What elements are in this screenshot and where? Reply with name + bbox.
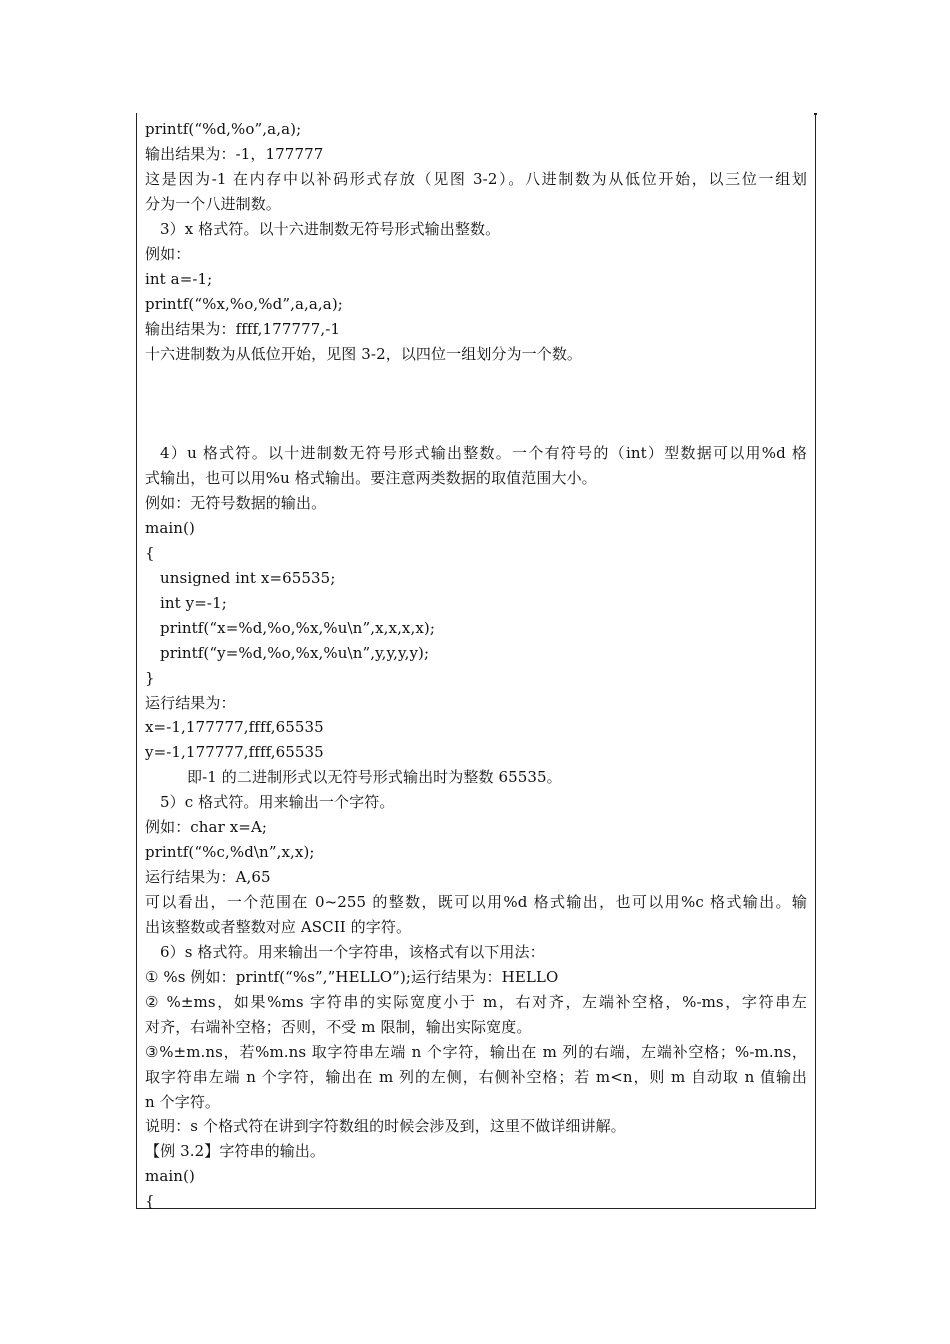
- text-line: 6）s 格式符。用来输出一个字符串，该格式有以下用法：: [160, 943, 545, 961]
- text-line: 说明：s 个格式符在讲到字符数组的时候会涉及到，这里不做详细讲解。: [145, 1117, 626, 1135]
- text-line: 例如：无符号数据的输出。: [145, 494, 327, 512]
- text-line: ① %s 例如：printf(“%s”,”HELLO”);运行结果为：HELLO: [145, 968, 559, 986]
- code-line: x=-1,177777,ffff,65535: [145, 718, 324, 736]
- code-line: main(): [145, 519, 195, 537]
- code-line: printf(“y=%d,%o,%x,%u\n”,y,y,y,y);: [160, 644, 430, 662]
- text-line: 出该整数或者整数对应 ASCII 的字符。: [145, 918, 412, 936]
- text-line: 例如：: [145, 245, 191, 263]
- example-heading: 【例 3.2】字符串的输出。: [145, 1142, 326, 1160]
- text-line: 即-1 的二进制形式以无符号形式输出时为整数 65535。: [187, 768, 562, 786]
- text-line: 对齐，右端补空格；否则，不受 m 限制，输出实际宽度。: [145, 1018, 532, 1036]
- text-line: 运行结果为：A,65: [145, 868, 271, 886]
- code-line: printf(“x=%d,%o,%x,%u\n”,x,x,x,x);: [160, 619, 436, 637]
- code-line: printf(“%x,%o,%d”,a,a,a);: [145, 295, 343, 313]
- code-line: main(): [145, 1167, 195, 1185]
- text-line: 分为一个八进制数。: [145, 195, 281, 213]
- code-line: {: [145, 1192, 155, 1210]
- text-line: 式输出，也可以用%u 格式输出。要注意两类数据的取值范围大小。: [145, 469, 597, 487]
- text-line: 取字符串左端 n 个字符，输出在 m 列的左侧，右侧补空格；若 m<n，则 m 自动取 n 值输出: [145, 1068, 807, 1086]
- code-line: y=-1,177777,ffff,65535: [145, 743, 324, 761]
- code-line: printf(“%c,%d\n”,x,x);: [145, 843, 315, 861]
- text-line: 例如：char x=A;: [145, 818, 268, 836]
- text-line: ③%±m.ns，若%m.ns 取字符串左端 n 个字符，输出在 m 列的右端，左端补空格；%-m.ns，: [145, 1043, 807, 1061]
- text-line: ② %±ms，如果%ms 字符串的实际宽度小于 m，右对齐，左端补空格，%-ms，字符串左: [145, 993, 807, 1011]
- frame-corner: [814, 113, 817, 115]
- text-line: printf(“%d,%o”,a,a);: [145, 120, 302, 138]
- text-line: 运行结果为：: [145, 694, 236, 712]
- text-line: 输出结果为：ffff,177777,-1: [145, 320, 341, 338]
- code-line: unsigned int x=65535;: [160, 569, 336, 587]
- text-line: 5）c 格式符。用来输出一个字符。: [160, 793, 395, 811]
- text-line: 3）x 格式符。以十六进制数无符号形式输出整数。: [160, 220, 501, 238]
- code-line: int y=-1;: [160, 594, 227, 612]
- text-line: n 个字符。: [145, 1093, 221, 1111]
- code-line: int a=-1;: [145, 270, 213, 288]
- code-line: {: [145, 544, 155, 562]
- text-line: 输出结果为：-1，177777: [145, 145, 324, 163]
- text-line: 可以看出，一个范围在 0~255 的整数，既可以用%d 格式输出，也可以用%c 格式输出。输: [145, 893, 807, 911]
- text-line: 这是因为-1 在内存中以补码形式存放（见图 3-2）。八进制数为从低位开始，以三位一组划: [145, 170, 807, 188]
- text-line: 4）u 格式符。以十进制数无符号形式输出整数。一个有符号的（int）型数据可以用%d 格: [160, 444, 807, 462]
- code-line: }: [145, 669, 155, 687]
- text-line: 十六进制数为从低位开始，见图 3-2，以四位一组划分为一个数。: [145, 345, 583, 363]
